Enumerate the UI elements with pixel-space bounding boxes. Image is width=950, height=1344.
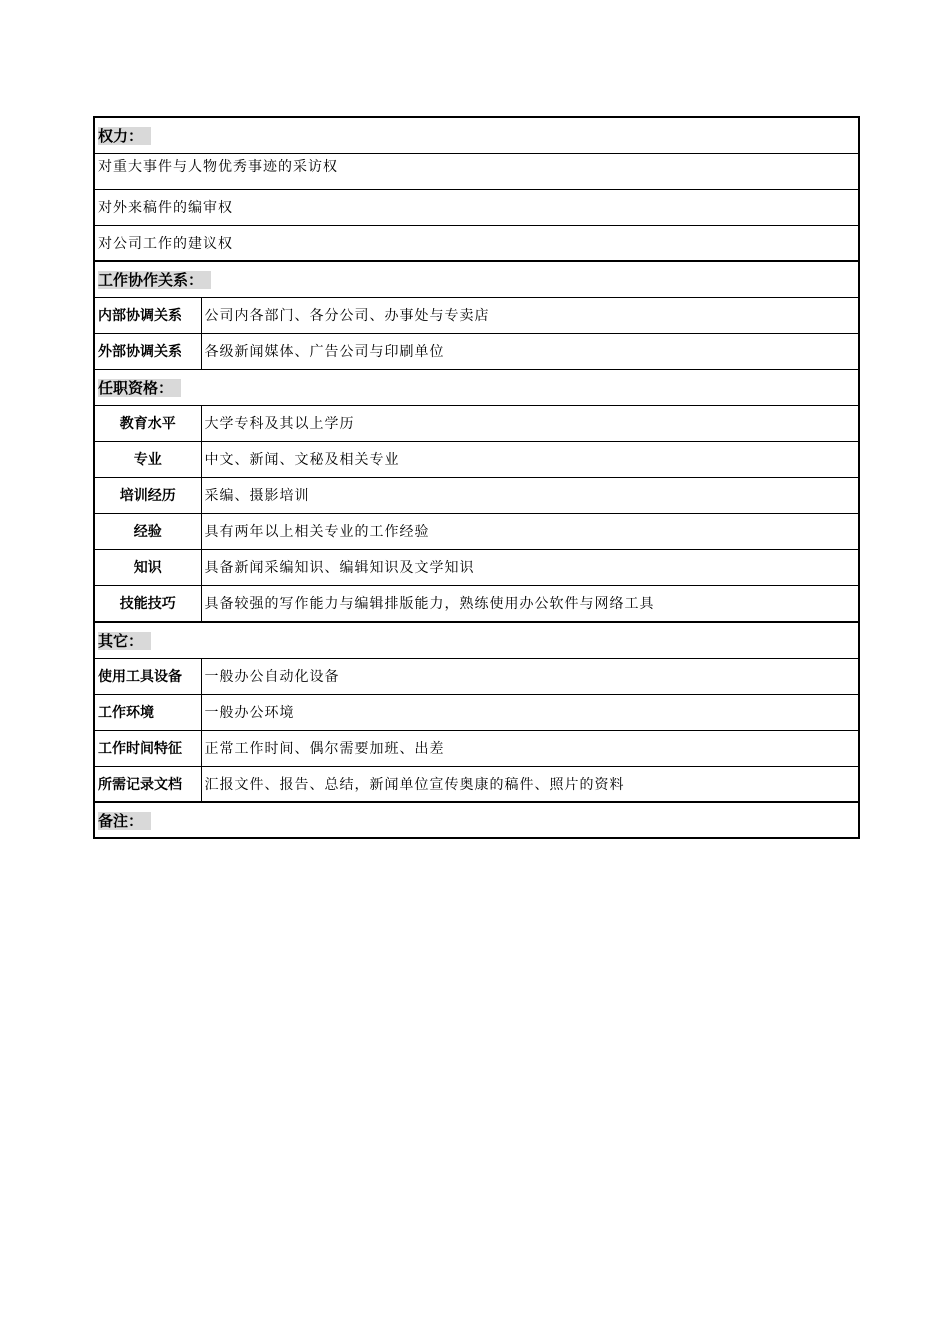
- other-value: 一般办公自动化设备: [201, 658, 859, 694]
- other-row: [94, 694, 859, 730]
- authority-item: 对重大事件与人物优秀事迹的采访权: [94, 153, 859, 189]
- authority-row: [94, 153, 859, 189]
- qualification-label: 专业: [94, 441, 201, 477]
- remarks-section-header: [94, 802, 859, 838]
- other-row: [94, 730, 859, 766]
- qualification-value: 具有两年以上相关专业的工作经验: [201, 513, 859, 549]
- other-label: 使用工具设备: [94, 658, 201, 694]
- other-label: 工作环境: [94, 694, 201, 730]
- qualification-label: 培训经历: [94, 477, 201, 513]
- qualification-value: 具备较强的写作能力与编辑排版能力，熟练使用办公软件与网络工具: [201, 585, 859, 622]
- cooperation-heading: 工作协作关系：: [98, 271, 211, 289]
- other-row: [94, 658, 859, 694]
- qualification-label: 知识: [94, 549, 201, 585]
- cooperation-section-header: [94, 261, 859, 297]
- remarks-heading: 备注：: [98, 812, 151, 830]
- qualification-row: [94, 585, 859, 622]
- qualification-row: [94, 477, 859, 513]
- other-value: 正常工作时间、偶尔需要加班、出差: [201, 730, 859, 766]
- cooperation-label: 内部协调关系: [94, 297, 201, 333]
- qualification-value: 具备新闻采编知识、编辑知识及文学知识: [201, 549, 859, 585]
- other-value: 一般办公环境: [201, 694, 859, 730]
- qualification-row: [94, 513, 859, 549]
- qualification-row: [94, 441, 859, 477]
- other-section-header: [94, 622, 859, 658]
- cooperation-label: 外部协调关系: [94, 333, 201, 369]
- authority-heading: 权力：: [98, 127, 151, 145]
- cooperation-value: 公司内各部门、各分公司、办事处与专卖店: [201, 297, 859, 333]
- authority-item: 对公司工作的建议权: [94, 225, 859, 261]
- qualification-value: 中文、新闻、文秘及相关专业: [201, 441, 859, 477]
- authority-row: [94, 225, 859, 261]
- qualification-label: 经验: [94, 513, 201, 549]
- cooperation-row: [94, 297, 859, 333]
- qualification-value: 采编、摄影培训: [201, 477, 859, 513]
- other-value: 汇报文件、报告、总结，新闻单位宣传奥康的稿件、照片的资料: [201, 766, 859, 802]
- qualifications-heading: 任职资格：: [98, 379, 181, 397]
- cooperation-value: 各级新闻媒体、广告公司与印刷单位: [201, 333, 859, 369]
- qualification-row: [94, 549, 859, 585]
- authority-row: [94, 189, 859, 225]
- qualification-value: 大学专科及其以上学历: [201, 405, 859, 441]
- authority-item: 对外来稿件的编审权: [94, 189, 859, 225]
- other-label: 工作时间特征: [94, 730, 201, 766]
- job-description-table: [93, 116, 860, 839]
- qualification-label: 教育水平: [94, 405, 201, 441]
- qualifications-section-header: [94, 369, 859, 405]
- authority-section-header: [94, 117, 859, 153]
- other-heading: 其它：: [98, 632, 151, 650]
- other-row: [94, 766, 859, 802]
- qualification-row: [94, 405, 859, 441]
- qualification-label: 技能技巧: [94, 585, 201, 622]
- other-label: 所需记录文档: [94, 766, 201, 802]
- cooperation-row: [94, 333, 859, 369]
